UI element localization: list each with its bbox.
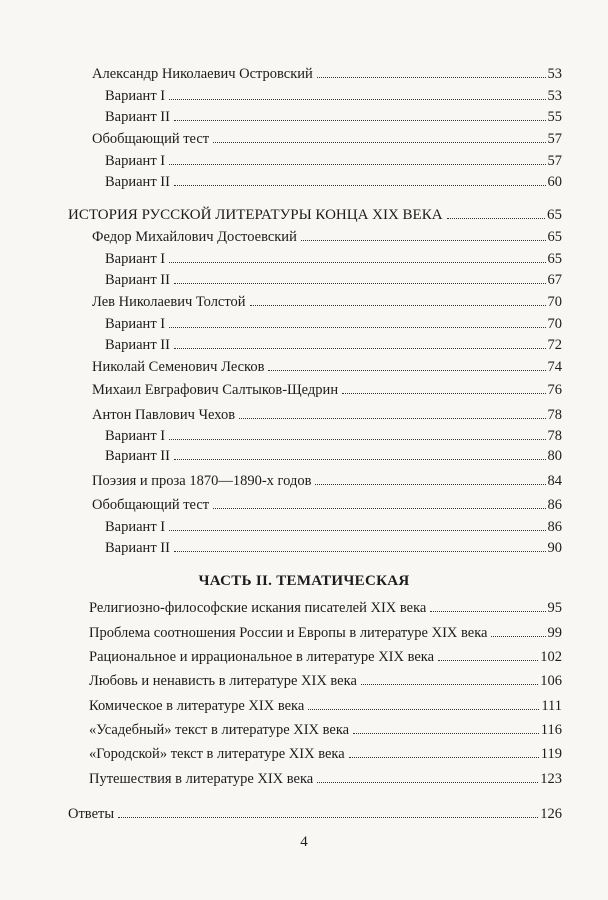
dot-leader: [361, 684, 538, 685]
dot-leader: [447, 218, 545, 219]
dot-leader: [174, 459, 546, 460]
dot-leader: [169, 99, 545, 100]
dot-leader: [174, 185, 546, 186]
dot-leader: [169, 164, 545, 165]
toc-entry: Вариант II 60: [105, 174, 562, 190]
page-number: 4: [300, 834, 308, 850]
section-heading: ИСТОРИЯ РУССКОЙ ЛИТЕРАТУРЫ КОНЦА XIX ВЕКА 65: [68, 207, 562, 223]
dot-leader: [174, 551, 546, 552]
toc-entry: Поэзия и проза 1870—1890-х годов 84: [92, 473, 562, 489]
dot-leader: [169, 262, 545, 263]
toc-entry: Религиозно-философские искания писателей XIX века 95: [89, 600, 562, 616]
dot-leader: [174, 120, 546, 121]
toc-entry: Вариант I 65: [105, 251, 562, 267]
toc-entry: Вариант II 80: [105, 448, 562, 464]
dot-leader: [250, 305, 546, 306]
toc-entry: Николай Семенович Лесков 74: [92, 359, 562, 375]
toc-entry: «Городской» текст в литературе XIX века 119: [89, 746, 562, 762]
toc-entry: Вариант II 90: [105, 540, 562, 556]
dot-leader: [213, 142, 545, 143]
toc-entry: Любовь и ненависть в литературе XIX века 106: [89, 673, 562, 689]
toc-entry: Комическое в литературе XIX века 111: [89, 698, 562, 714]
toc-entry: Александр Николаевич Островский 53: [92, 66, 562, 82]
dot-leader: [268, 370, 545, 371]
toc-entry: Антон Павлович Чехов 78: [92, 407, 562, 423]
toc-entry: Вариант I 53: [105, 88, 562, 104]
part-heading: ЧАСТЬ II. ТЕМАТИЧЕСКАЯ: [198, 573, 410, 589]
toc-entry-answers: Ответы 126: [68, 806, 562, 822]
toc-entry: Михаил Евграфович Салтыков-Щедрин 76: [92, 382, 562, 398]
toc-entry: Вариант II 72: [105, 337, 562, 353]
dot-leader: [118, 817, 538, 818]
toc-entry: Вариант II 55: [105, 109, 562, 125]
dot-leader: [169, 439, 545, 440]
toc-entry: Федор Михайлович Достоевский 65: [92, 229, 562, 245]
toc-entry: Обобщающий тест 57: [92, 131, 562, 147]
dot-leader: [317, 782, 538, 783]
dot-leader: [301, 240, 546, 241]
dot-leader: [174, 348, 546, 349]
toc-entry: Вариант I 86: [105, 519, 562, 535]
toc-entry: Лев Николаевич Толстой 70: [92, 294, 562, 310]
dot-leader: [342, 393, 545, 394]
dot-leader: [353, 733, 539, 734]
dot-leader: [174, 283, 546, 284]
dot-leader: [317, 77, 546, 78]
dot-leader: [169, 530, 545, 531]
toc-entry: Вариант II 67: [105, 272, 562, 288]
dot-leader: [438, 660, 538, 661]
toc-entry: Вариант I 78: [105, 428, 562, 444]
dot-leader: [213, 508, 545, 509]
dot-leader: [430, 611, 545, 612]
toc-entry: «Усадебный» текст в литературе XIX века 116: [89, 722, 562, 738]
toc-entry: Обобщающий тест 86: [92, 497, 562, 513]
dot-leader: [308, 709, 539, 710]
dot-leader: [239, 418, 545, 419]
dot-leader: [491, 636, 545, 637]
toc-entry: Рациональное и иррациональное в литературе XIX века 102: [89, 649, 562, 665]
toc-entry: Путешествия в литературе XIX века 123: [89, 771, 562, 787]
dot-leader: [349, 757, 539, 758]
toc-entry: Вариант I 70: [105, 316, 562, 332]
toc-entry: Вариант I 57: [105, 153, 562, 169]
dot-leader: [169, 327, 545, 328]
toc-entry: Проблема соотношения России и Европы в литературе XIX века 99: [89, 625, 562, 641]
dot-leader: [315, 484, 545, 485]
